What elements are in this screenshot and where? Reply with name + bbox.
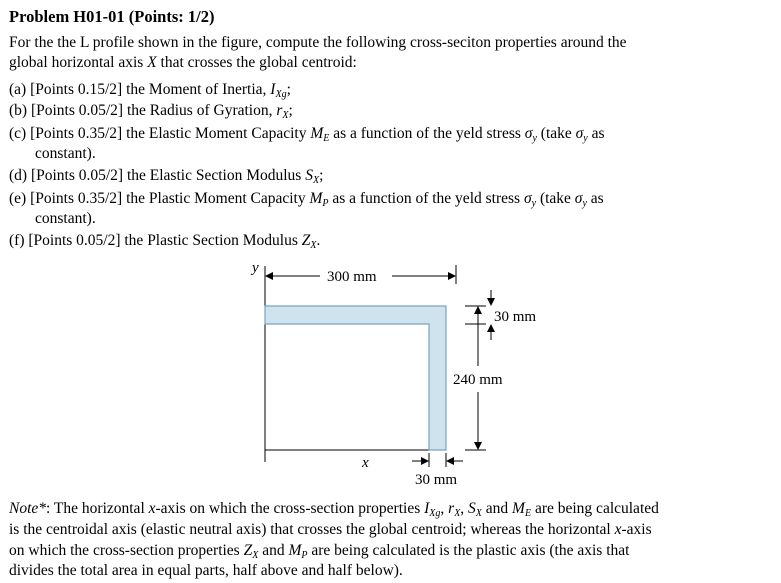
height-dim-label: 240 mm bbox=[453, 372, 503, 388]
item-c-continuation: constant). bbox=[35, 145, 96, 162]
item-e-continuation: constant). bbox=[35, 210, 96, 227]
note-line-3: on which the cross-section properties $Z_X$ and $M_P$ are being calculated is the plastic axis (the axis that bbox=[9, 542, 630, 561]
note-line-2: is the centroidal axis (elastic neutral axis) that crosses the global centroid; whereas the horizontal x-axis bbox=[9, 521, 652, 538]
problem-title: Problem H01-01 (Points: 1/2) bbox=[9, 7, 215, 26]
y-axis-label: y bbox=[252, 260, 259, 276]
width-dim-label: 300 mm bbox=[327, 269, 377, 285]
item-f: (f) [Points 0.05/2] the Plastic Section Modulus $Z_X$. bbox=[9, 232, 321, 251]
web-dim-label: 30 mm bbox=[415, 472, 458, 488]
intro-line-2: global horizontal axis X that crosses the global centroid: bbox=[9, 54, 357, 71]
x-axis-label: x bbox=[362, 455, 369, 471]
item-a: (a) [Points 0.15/2] the Moment of Inertia, $I_{Xg}$; bbox=[9, 81, 291, 100]
item-e: (e) [Points 0.35/2] the Plastic Moment Capacity $M_P$ as a function of the yeld stress $\sigma_y$ (take $\sigma_y$ as bbox=[9, 190, 604, 209]
item-c: (c) [Points 0.35/2] the Elastic Moment Capacity $M_E$ as a function of the yeld stress $\sigma_y$ (take $\sigma_y$ as bbox=[9, 125, 605, 144]
item-d: (d) [Points 0.05/2] the Elastic Section Modulus $S_X$; bbox=[9, 167, 324, 186]
intro-line-1: For the the L profile shown in the figure, compute the following cross-seciton properties around the bbox=[9, 34, 627, 51]
note-line-1: Note*: The horizontal x-axis on which the cross-section properties $I_{Xg}$, $r_X$, $S_X$ and $M_E$ are being calculated bbox=[9, 500, 659, 519]
l-section-shape bbox=[265, 306, 446, 450]
flange-dim-label: 30 mm bbox=[494, 309, 537, 325]
item-b: (b) [Points 0.05/2] the Radius of Gyration, $r_X$; bbox=[9, 102, 293, 121]
note-line-4: divides the total area in equal parts, half above and half below). bbox=[9, 562, 403, 579]
